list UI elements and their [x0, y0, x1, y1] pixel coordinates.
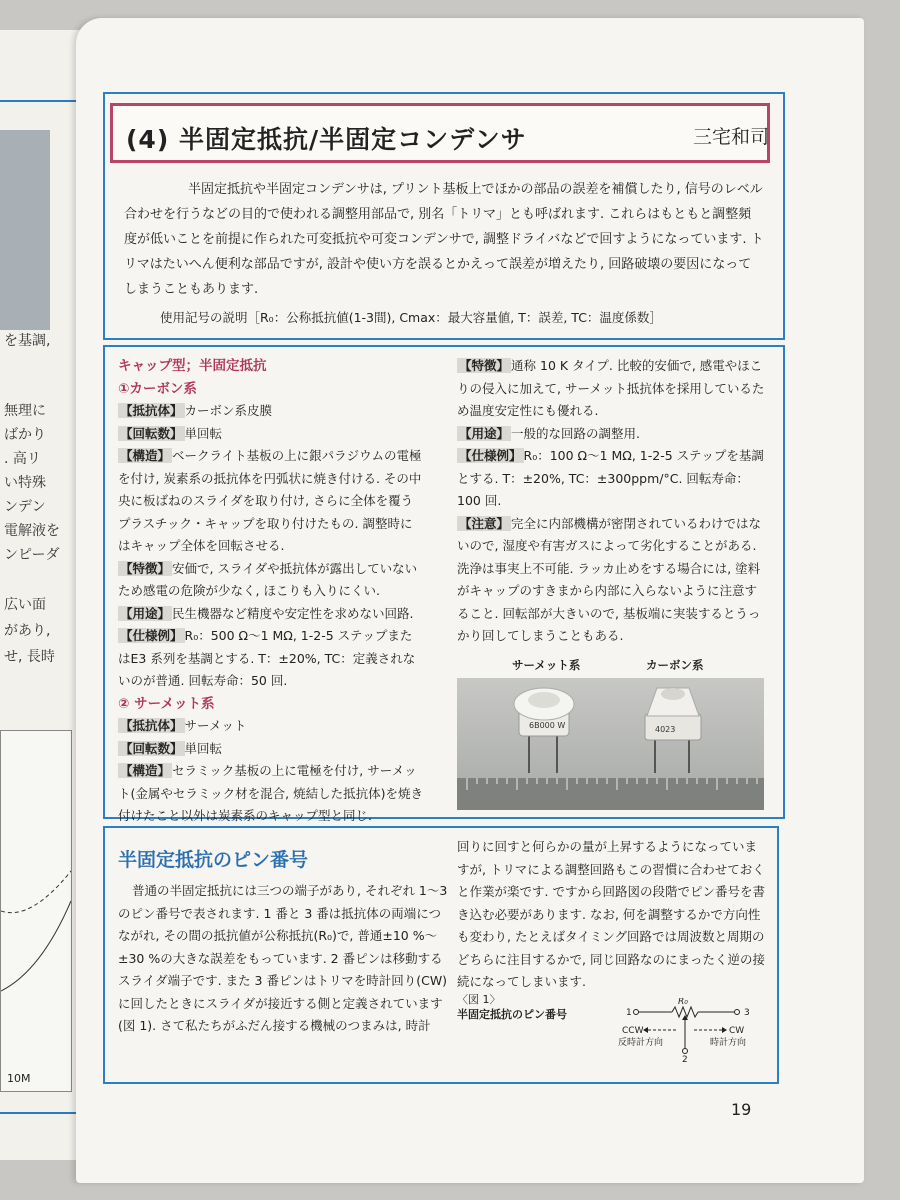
- facing-page-line: 電解液を: [4, 523, 60, 539]
- facing-page-line: を基調,: [4, 333, 51, 349]
- facing-page-line: い特殊: [4, 475, 46, 491]
- facing-page-figure: [0, 130, 50, 330]
- photo-label-carbon: カーボン系: [646, 658, 704, 672]
- pin-2-label: 2: [682, 1055, 688, 1062]
- facing-page-line: があり,: [4, 623, 51, 639]
- cermet-heading: ② サーメット系: [118, 695, 215, 712]
- spec-item: [118, 738, 424, 761]
- spec-item: [457, 423, 765, 446]
- facing-page-line: 無理に: [4, 403, 46, 419]
- page-title: (4) 半固定抵抗/半固定コンデンサ: [126, 125, 527, 154]
- cw-label: CW: [729, 1026, 745, 1036]
- spec-text: 完全に内部機構が密閉されているわけではないので, 湿度や有害ガスによって劣化することがある. 洗浄は事実上不可能. ラッカ止めをする場合には, 塗料がキャップのすきまから内部に入らないように注意すること. 回転部が大きいので, 基板端に実装するとうっかり回してしまうこともある.: [457, 515, 762, 643]
- symbol-legend: 使用記号の説明［R₀：公称抵抗値(1-3間), Cmax：最大容量値, T：誤差, TC：温度係数］: [160, 310, 662, 325]
- figure-number: 〈図 1〉: [457, 993, 501, 1006]
- carbon-marking: 4023: [655, 725, 676, 734]
- ccw-label: CCW: [622, 1026, 644, 1036]
- facing-page-line: せ, 長時: [4, 649, 55, 665]
- spec-item: [118, 715, 424, 738]
- spec-tag: 【用途】: [459, 425, 510, 441]
- spec-tag: 【構造】: [120, 763, 171, 778]
- ccw-arrowhead: [643, 1027, 648, 1033]
- r0-label: R₀: [678, 998, 688, 1007]
- spec-text: 一般的な回路の調整用.: [511, 425, 640, 441]
- facing-page-graph: [0, 730, 72, 1092]
- pin-1-label: 1: [626, 1008, 632, 1018]
- facing-page-line: ばかり: [4, 427, 46, 443]
- pin-2-terminal: [683, 1049, 688, 1054]
- author-name: 三宅和司: [693, 126, 770, 148]
- spec-tag: 【用途】: [120, 605, 171, 621]
- spec-item: [118, 558, 424, 603]
- ccw-jp-label: 反時計方向: [618, 1038, 664, 1048]
- facing-page-line: ンピーダ: [4, 547, 60, 563]
- pin-diagram: [612, 998, 772, 1062]
- pin-right-text: 回りに回すと何らかの量が上昇するようになっていますが, トリマによる調整回路もこの習慣に合わせておくと作業が楽です. ですから回路図の段階でピン番号を書き込む必要があります. なお, 何を調整するかで方向性も変わり, たとえばタイミング回路では周波数と周期のどちらに注目するかで, 同じ回路なのにまったく逆の接続になってしまいます.: [457, 839, 765, 989]
- cermet-marking: 6B000 W: [529, 721, 566, 730]
- facing-page-line: 広い面: [4, 597, 46, 613]
- spec-item: [118, 760, 424, 828]
- spec-text: R₀：500 Ω～1 MΩ, 1-2-5 ステップまたはE3 系列を基調とする. T：±20%, TC：定義されないのが普通. 回転寿命：50 回.: [118, 628, 416, 688]
- pin-3-terminal: [735, 1010, 740, 1015]
- spec-text: カーボン系皮膜: [184, 403, 273, 418]
- spec-item: [457, 445, 765, 513]
- spec-text: 単回転: [184, 740, 223, 756]
- spec-text: ベークライト基板の上に銀パラジウムの電極を付け, 炭素系の抵抗体を円弧状に焼き付ける. その中央に板ばねのスライダを取り付け, さらに全体を覆うプラスチック・キャップを取り付けたもの. 調整時にはキャップ全体を回転させる.: [118, 448, 422, 553]
- spec-tag: 【注意】: [459, 515, 510, 531]
- ruler: [457, 778, 764, 810]
- cap-right-column: [457, 355, 765, 648]
- spec-item: [118, 423, 424, 446]
- spec-text: セラミック基板の上に電極を付け, サーメット(金属やセラミック材を混合, 焼結した抵抗体)を焼き付けたこと以外は炭素系のキャップ型と同じ.: [118, 763, 423, 823]
- photo-label-cermet: サーメット系: [512, 658, 581, 672]
- pin-section-title: 半固定抵抗のピン番号: [118, 849, 309, 871]
- spec-item: [118, 445, 424, 558]
- spec-tag: 【構造】: [120, 448, 171, 463]
- spec-item: [118, 625, 424, 693]
- spec-text: 単回転: [184, 425, 223, 441]
- pin-1-terminal: [634, 1010, 639, 1015]
- facing-page-line: ンデン: [4, 499, 46, 515]
- cw-jp-label: 時計方向: [710, 1038, 747, 1048]
- facing-page-line: . 高リ: [4, 451, 41, 467]
- spec-item: [457, 355, 765, 423]
- spec-tag: 【仕様例】: [120, 628, 183, 643]
- intro-paragraph: 半固定抵抗や半固定コンデンサは, プリント基板上でほかの部品の誤差を補償したり, 信号のレベル合わせを行うなどの目的で使われる調整用部品で, 別名「トリマ」とも呼ばれます. これらはもともと調整頻度が低いことを前提に作られた可変抵抗や可変コンデンサで, 調整ドライバなどで回すようになっています. トリマはたいへん便利な部品ですが, 設計や使い方を誤るとかえって誤差が増えたり, 回路破壊の要因になってしまうこともあります.: [124, 182, 764, 297]
- spec-text: 民生機器など精度や安定性を求めない回路.: [172, 605, 414, 621]
- spec-text: サーメット: [184, 718, 247, 733]
- facing-page-graph-lines: [1, 731, 71, 1091]
- spec-tag: 【回転数】: [120, 740, 183, 756]
- trimmer-photo-drawing: [457, 678, 764, 810]
- cap-left-column: [118, 355, 424, 828]
- spec-tag: 【仕様例】: [459, 448, 522, 463]
- trimmer-photo: [457, 678, 764, 810]
- pin-left-text: 普通の半固定抵抗には三つの端子があり, それぞれ 1～3 のピン番号で表されます. 1 番と 3 番は抵抗体の両端につながれ, その間の抵抗値が公称抵抗(R₀)で, 普通±10 %～±30 %の大きな誤差をもっています. 2 番ピンは移動するスライダ端子です. また 3 番ピンはトリマを時計回り(CW)に回したときにスライダが接近する側と定義されています(図 1). さて私たちがふだん接する機械のつまみは, 時計: [118, 883, 448, 1033]
- cap-section-title: キャップ型；半固定抵抗: [118, 358, 267, 374]
- figure-title: 半固定抵抗のピン番号: [457, 1008, 567, 1021]
- spec-text: 安価で, スライダや抵抗体が露出していないため感電の危険が少なく, ほこりも入りにくい.: [118, 560, 418, 598]
- cw-arrowhead: [722, 1027, 727, 1033]
- spec-text: R₀：100 Ω～1 MΩ, 1-2-5 ステップを基調とする. T：±20%, TC：±300ppm/°C. 回転寿命：100 回.: [457, 448, 764, 508]
- spec-item: [457, 513, 765, 648]
- carbon-heading: ①カーボン系: [118, 380, 197, 397]
- spec-item: [118, 400, 424, 423]
- spec-tag: 【抵抗体】: [120, 403, 183, 418]
- spec-tag: 【抵抗体】: [120, 718, 183, 733]
- spec-tag: 【特徴】: [120, 560, 171, 576]
- facing-page-axis-label: 10M: [7, 1072, 31, 1085]
- figure-caption: [457, 992, 567, 1022]
- spec-tag: 【回転数】: [120, 425, 183, 441]
- pin-3-label: 3: [744, 1008, 750, 1018]
- page-number: 19: [731, 1100, 752, 1119]
- spec-item: [118, 603, 424, 626]
- spec-text: 通称 10 K タイプ. 比較的安価で, 感電やほこりの侵入に加えて, サーメット抵抗体を採用しているため温度安定性にも優れる.: [457, 358, 765, 418]
- spec-tag: 【特徴】: [459, 358, 510, 373]
